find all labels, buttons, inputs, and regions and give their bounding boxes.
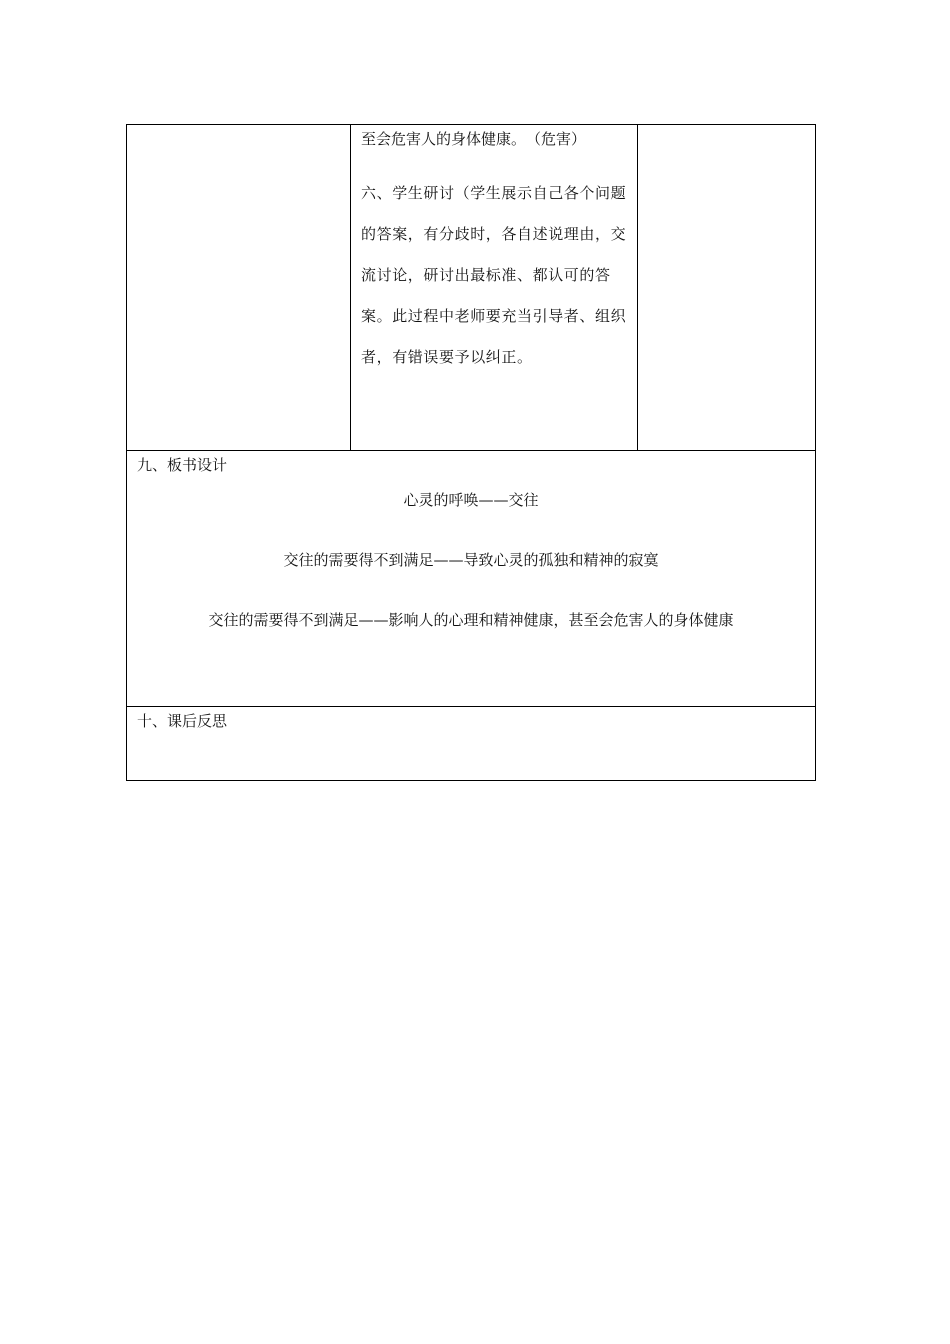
student-discussion-paragraph: 六、学生研讨（学生展示自己各个问题的答案，有分歧时，各自述说理由，交流讨论，研讨出最标准、都认可的答案。此过程中老师要充当引导者、组织者，有错误要予以纠正。 xyxy=(361,184,627,366)
procedure-right-cell xyxy=(638,125,815,450)
lesson-plan-table xyxy=(126,124,816,781)
board-design-title: 心灵的呼唤——交往 xyxy=(403,491,539,509)
procedure-left-cell xyxy=(127,125,351,450)
reflection-row xyxy=(127,707,815,780)
board-design-line-1: 交往的需要得不到满足——导致心灵的孤独和精神的寂寞 xyxy=(283,551,659,569)
board-design-heading: 九、板书设计 xyxy=(137,456,228,474)
procedure-continued-line: 至会危害人的身体健康。 （危害） xyxy=(361,130,587,148)
procedure-content-cell xyxy=(351,125,638,450)
board-design-row xyxy=(127,451,815,707)
board-design-line-2: 交往的需要得不到满足——影响人的心理和精神健康，甚至会危害人的身体健康 xyxy=(208,611,734,629)
reflection-heading: 十、课后反思 xyxy=(137,712,228,730)
procedure-row xyxy=(127,125,815,451)
